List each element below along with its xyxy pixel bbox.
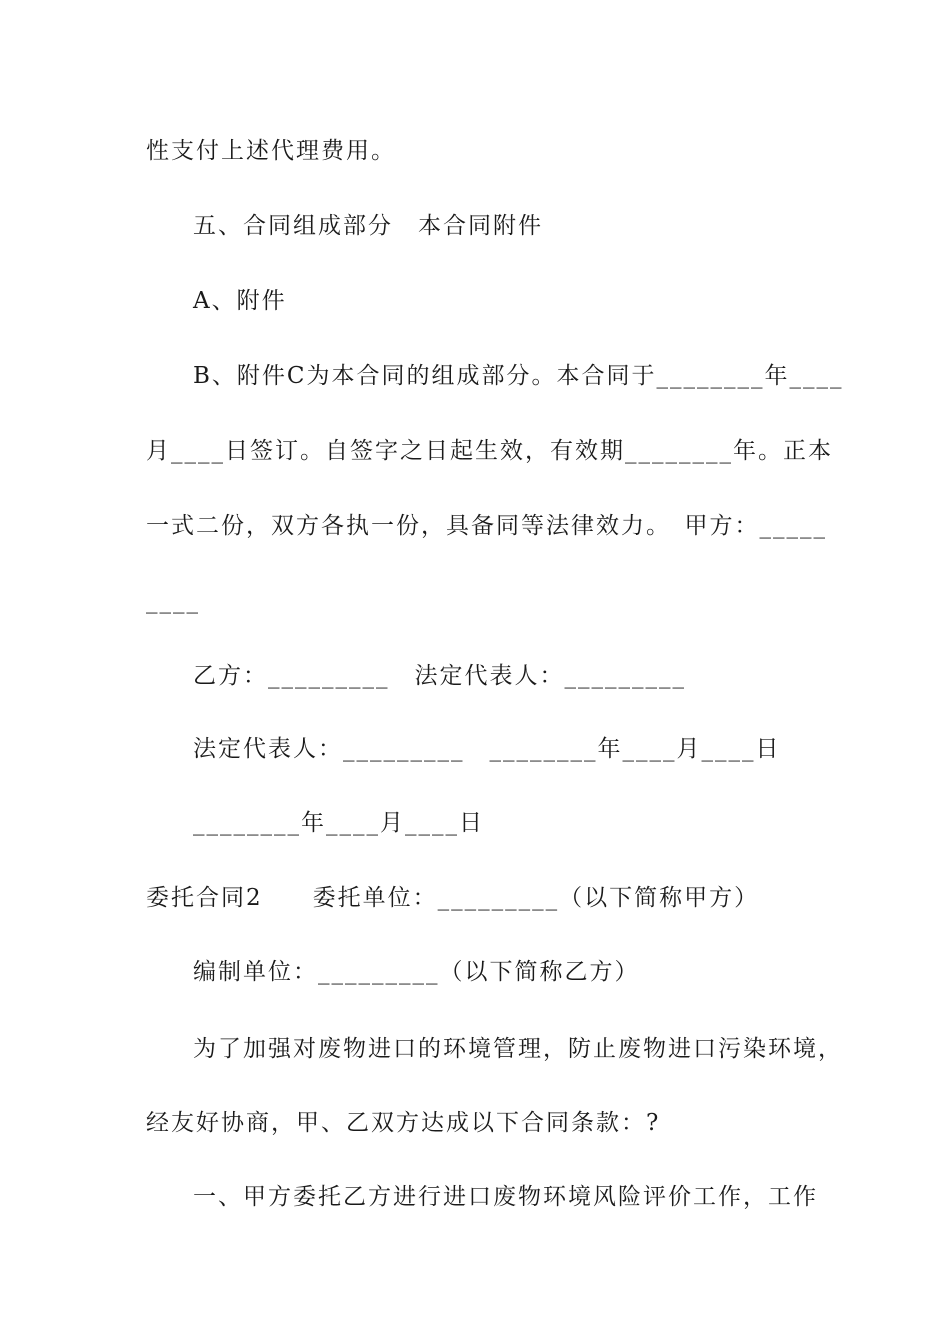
contract-2-title: 委托合同2 委托单位：_________（以下简称甲方） (146, 885, 760, 911)
text-line-signing-date: 月____日签订。自签字之日起生效，有效期________年。正本 (146, 438, 833, 464)
signature-date: ________年____月____日 (193, 810, 484, 836)
text-line-clause-1: 一、甲方委托乙方进行进口废物环境风险评价工作，工作 (193, 1184, 818, 1210)
text-line-attachment-a: A、附件 (193, 288, 287, 314)
signature-legal-rep: 法定代表人：_________ ________年____月____日 (193, 736, 781, 762)
section-heading-contract-components: 五、合同组成部分 本合同附件 (193, 213, 543, 239)
text-line-purpose: 为了加强对废物进口的环境管理，防止废物进口污染环境， (193, 1036, 843, 1062)
text-line-blank-continuation: ____ (146, 588, 200, 614)
text-line-compiling-unit: 编制单位：_________（以下简称乙方） (193, 959, 640, 985)
text-line-agreement: 经友好协商，甲、乙双方达成以下合同条款：? (146, 1110, 661, 1136)
text-line-copies: 一式二份，双方各执一份，具备同等法律效力。 甲方：_____ (146, 513, 827, 539)
text-line-1: 性支付上述代理费用。 (146, 138, 396, 164)
text-line-attachment-b: B、附件C为本合同的组成部分。本合同于________年____ (193, 363, 844, 389)
signature-party-b: 乙方：_________ 法定代表人：_________ (193, 663, 686, 689)
